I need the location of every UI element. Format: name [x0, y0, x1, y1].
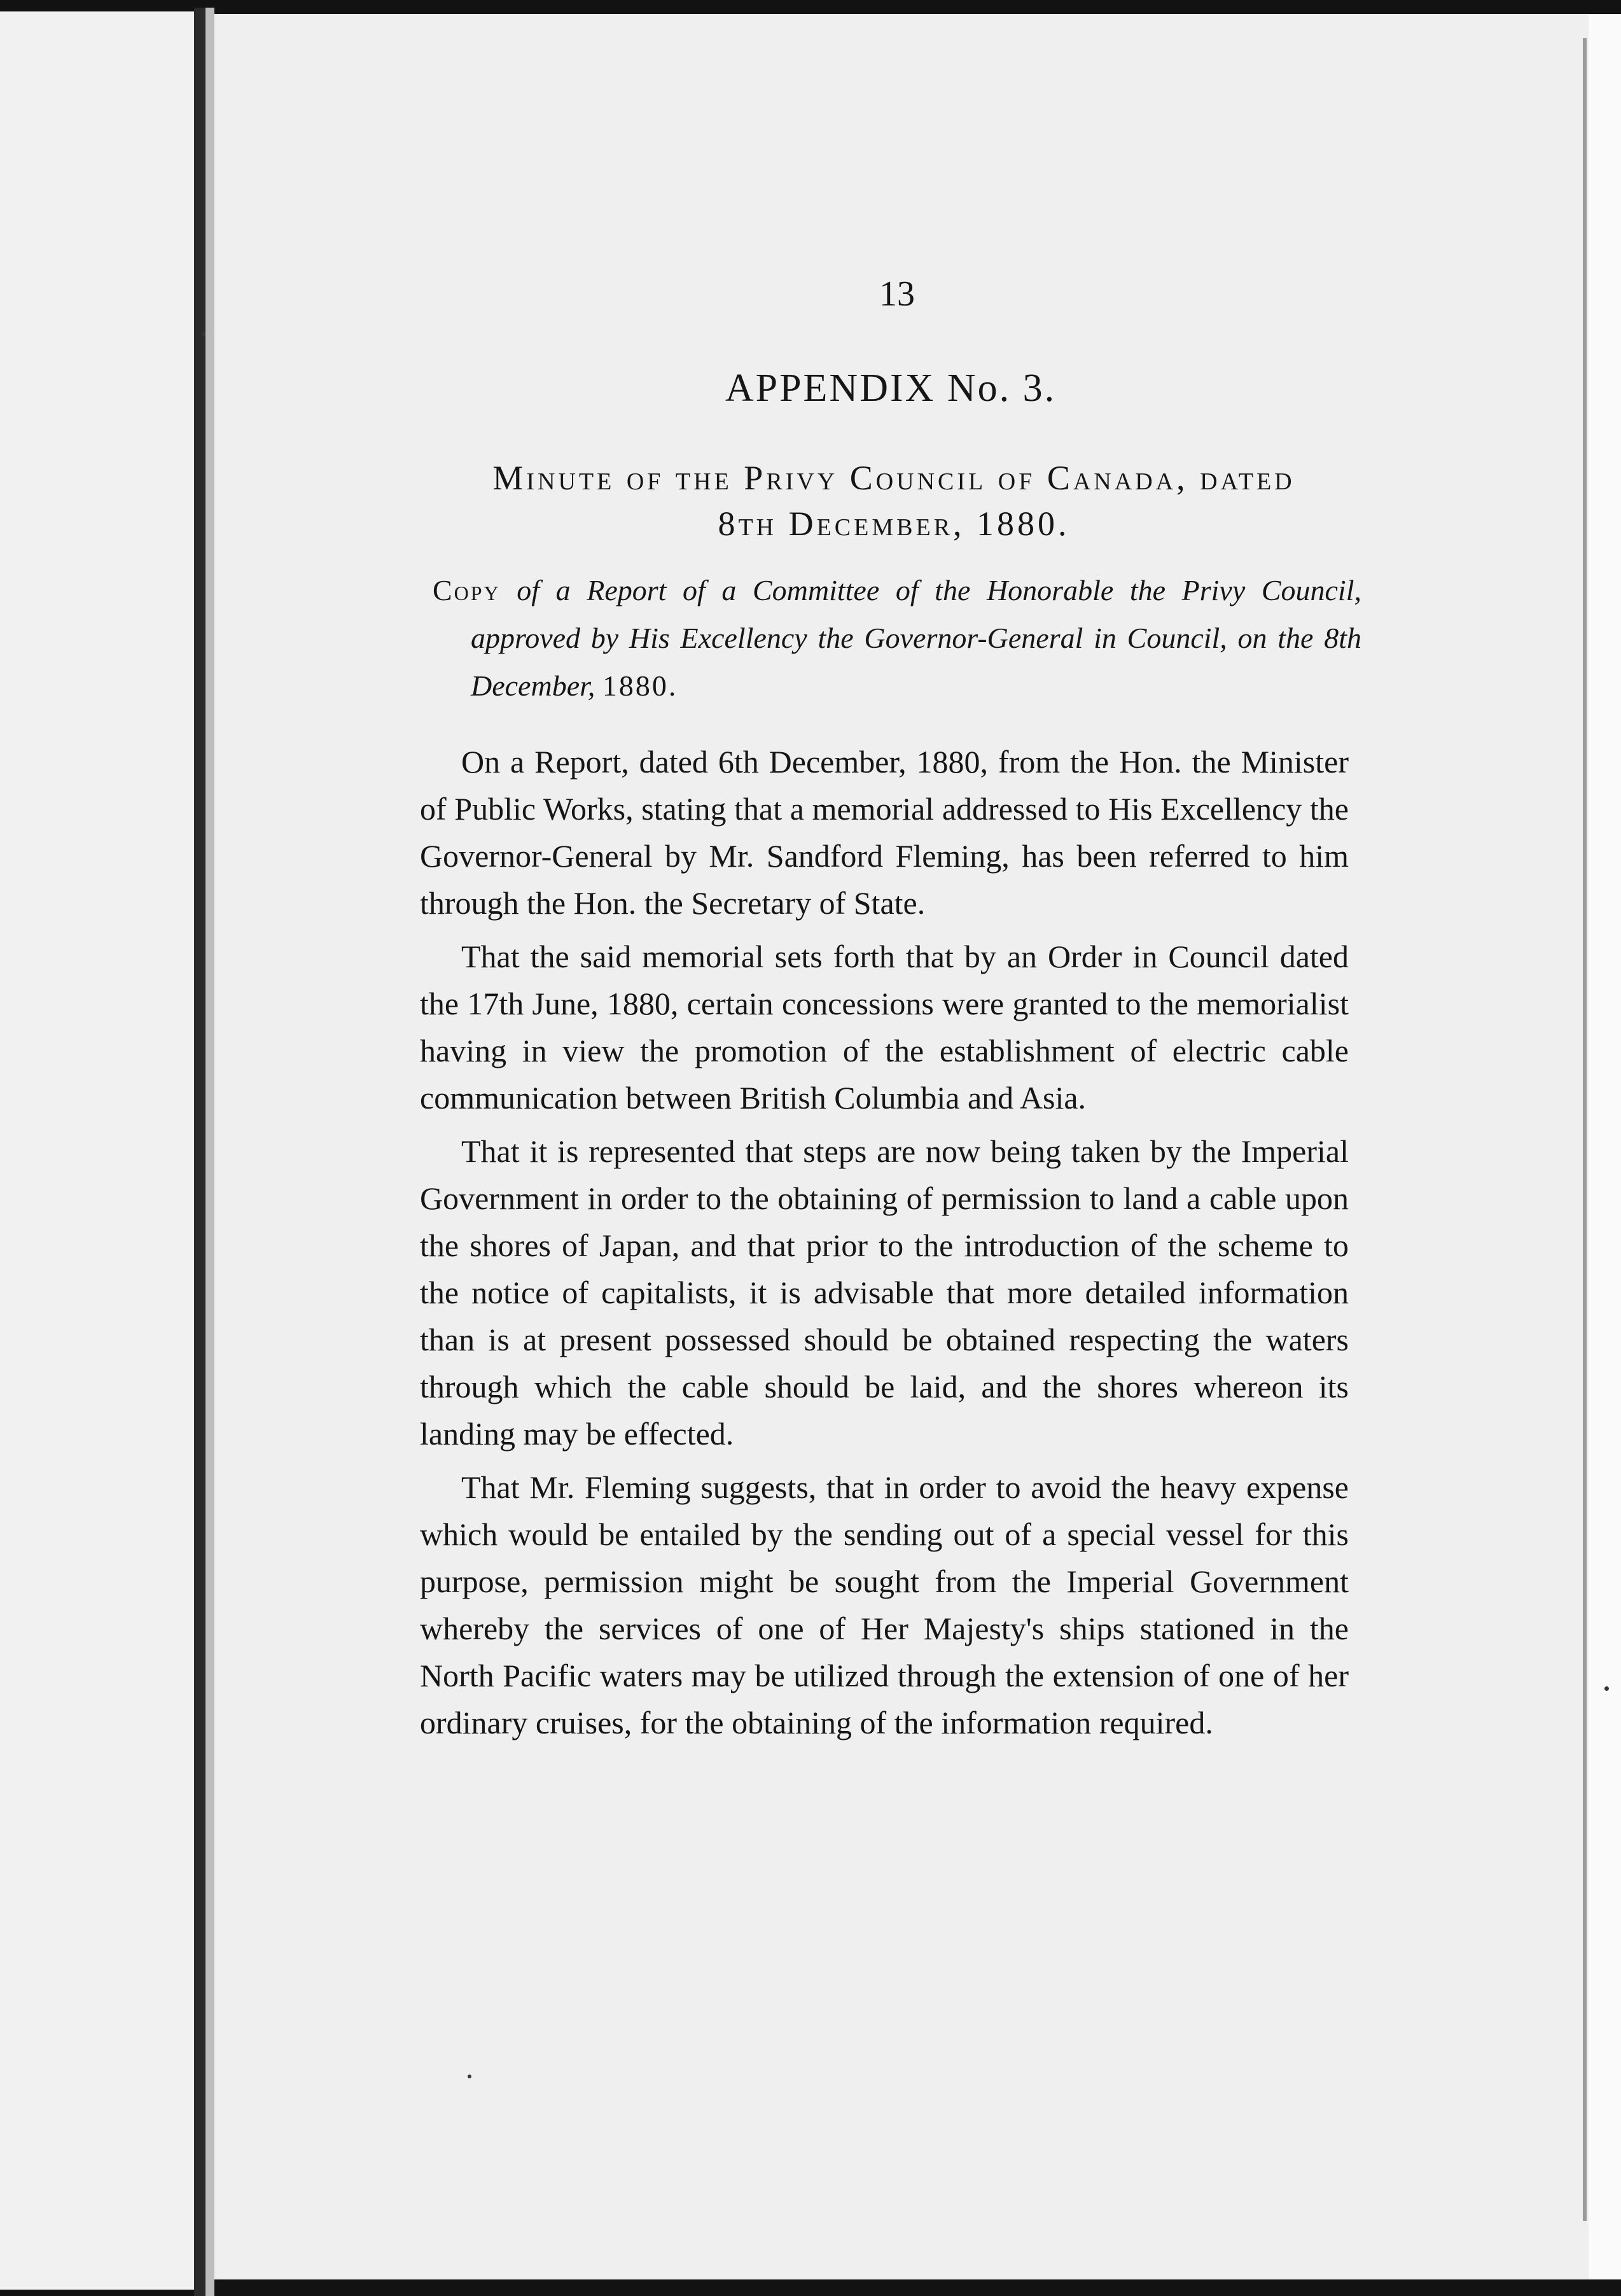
page-edge-shadow — [1583, 38, 1587, 2221]
gutter-shadow — [205, 8, 214, 2296]
copy-note-year: 1880. — [602, 669, 678, 702]
page-right-margin — [1589, 14, 1621, 2279]
paragraph: That the said memorial sets forth that by an Order in Council dated the 17th June, 1880, certain concessions were granted to the memorialist having in view the promotion of the establishment of electric cable communication between British Columbia and Asia. — [420, 939, 1349, 1116]
paper-speck — [468, 2075, 471, 2078]
minute-title-line-1: Minute of the Privy Council of Canada, dated — [492, 459, 1295, 497]
paragraph: On a Report, dated 6th December, 1880, from the Hon. the Minister of Public Works, stating that a memorial addressed to His Excellency the Governor-General by Mr. Sandford Fleming, has been referred to him through the Hon. the Secretary of State. — [420, 744, 1349, 921]
binding-gutter — [194, 8, 205, 2296]
report-body — [420, 738, 1349, 1753]
paper-speck — [202, 331, 205, 337]
minute-title-line-2: 8th December, 1880. — [718, 505, 1070, 543]
copy-note-italic: of a Report of a Committee of the Honorable the Privy Council, approved by His Excellency the Governor-General in Council, on the 8th December, — [471, 574, 1361, 702]
paragraph: That Mr. Fleming suggests, that in order to avoid the heavy expense which would be entailed by the sending out of a special vessel for this purpose, permission might be sought from the Imperial Government whereby the services of one of Her Majesty's ships stationed in the North Pacific waters may be utilized through the extension of one of her ordinary cruises, for the obtaining of the information required. — [420, 1469, 1349, 1740]
paragraph: That it is represented that steps are now being taken by the Imperial Government in order to the obtaining of permission to land a cable upon the shores of Japan, and that prior to the introduction of the scheme to the notice of capitalists, it is advisable that more detailed information than is at present possessed should be obtained respecting the waters through which the cable should be laid, and the shores whereon its landing may be effected. — [420, 1133, 1349, 1452]
appendix-heading: APPENDIX No. 3. — [725, 367, 1057, 410]
copy-of-report-note — [433, 566, 1361, 710]
facing-page-edge — [0, 11, 194, 2290]
minute-title — [420, 455, 1368, 547]
copy-lead-word: Copy — [433, 574, 501, 606]
paper-speck — [1604, 1686, 1609, 1691]
page-number: 13 — [879, 274, 915, 314]
